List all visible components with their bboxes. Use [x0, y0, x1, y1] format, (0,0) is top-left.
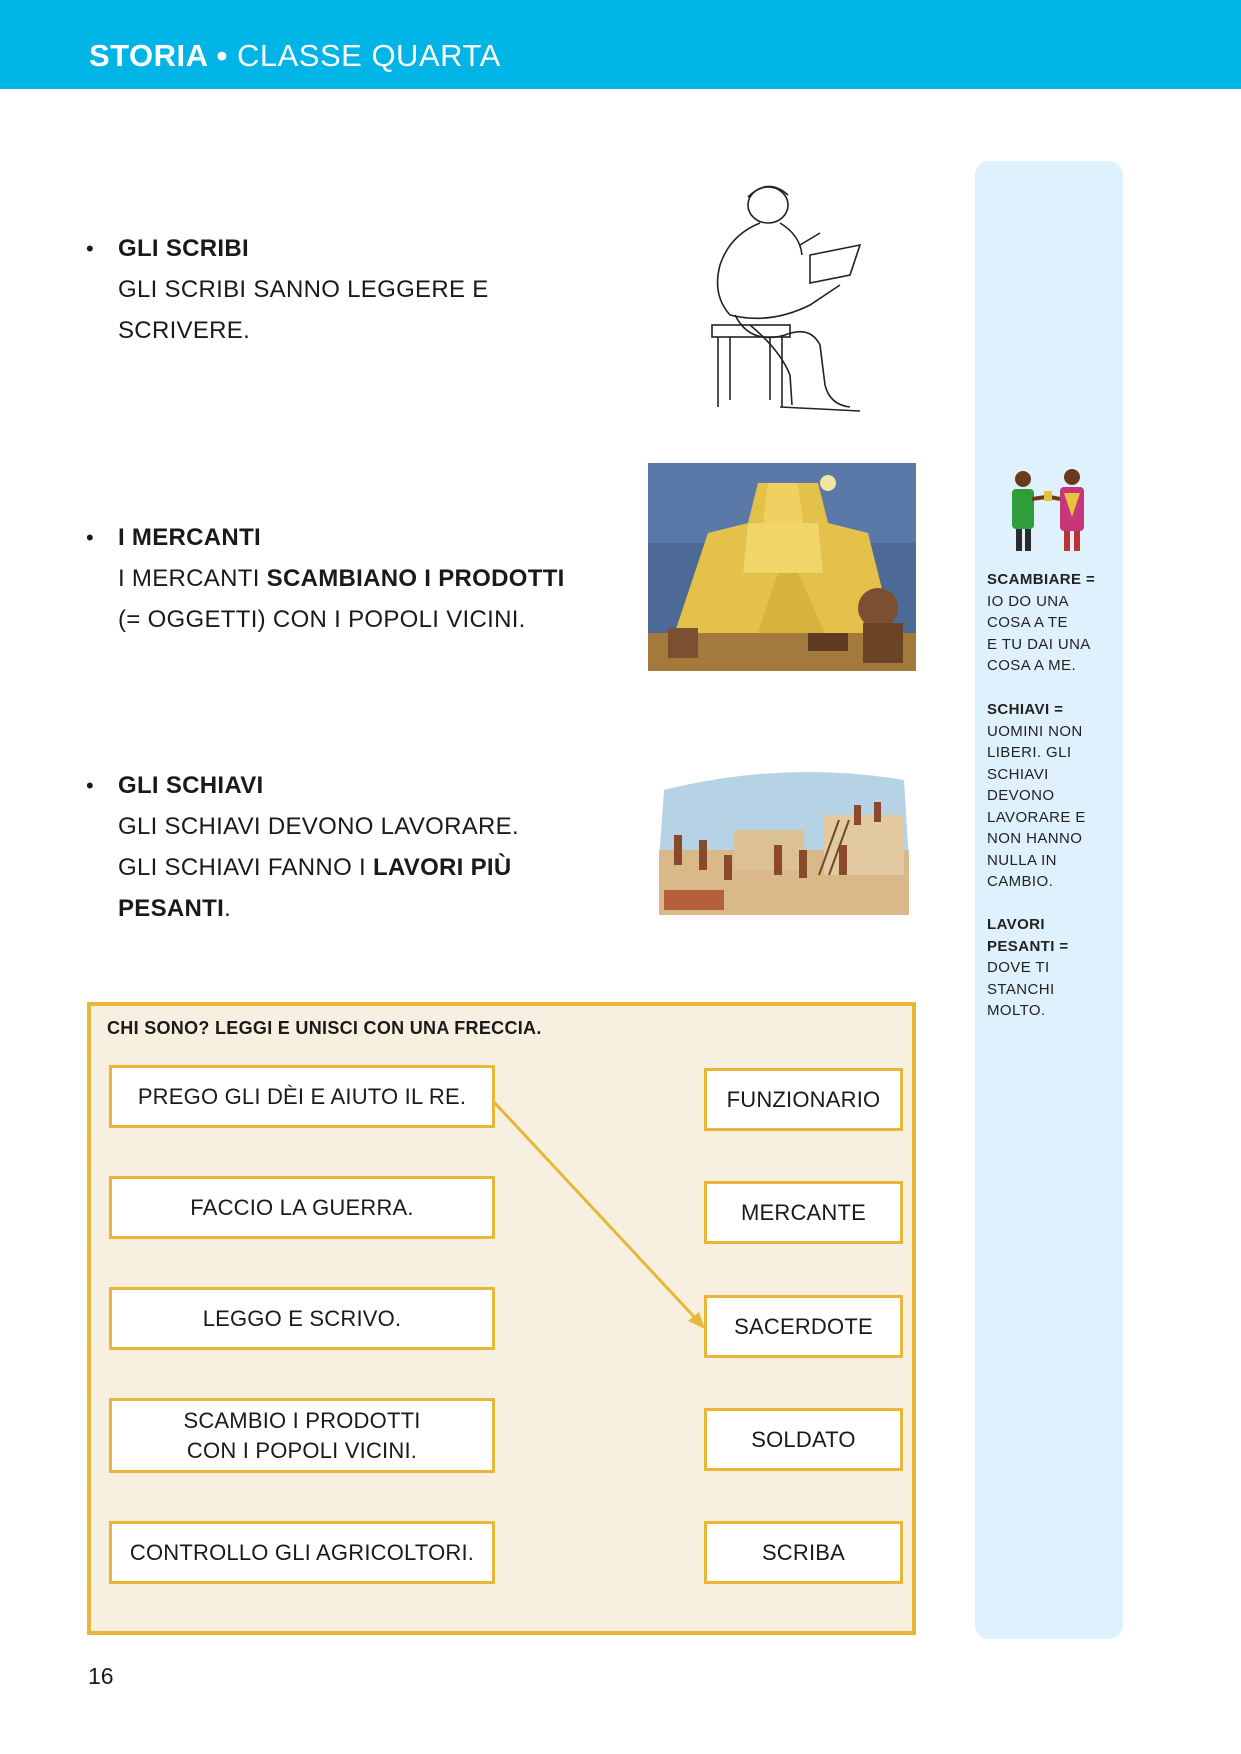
scribe-illustration: [690, 175, 870, 420]
section-title: GLI SCHIAVI: [118, 772, 264, 799]
left-option[interactable]: CONTROLLO GLI AGRICOLTORI.: [109, 1521, 495, 1584]
left-option[interactable]: PREGO GLI DÈI E AIUTO IL RE.: [109, 1065, 495, 1128]
section-body: GLI SCHIAVI DEVONO LAVORARE. GLI SCHIAVI FANNO I LAVORI PIÙ PESANTI.: [118, 813, 519, 922]
left-option[interactable]: LEGGO E SCRIVO.: [109, 1287, 495, 1350]
bullet: •: [86, 525, 95, 550]
section-mercanti: [86, 517, 686, 637]
exchange-icon: [998, 467, 1098, 557]
header-title: STORIA • CLASSE QUARTA: [89, 38, 501, 73]
ziggurat-merchants-image: [648, 463, 916, 671]
right-option[interactable]: SOLDATO: [704, 1408, 903, 1471]
class-label: CLASSE QUARTA: [237, 38, 501, 73]
section-title: I MERCANTI: [118, 524, 261, 551]
left-option[interactable]: SCAMBIO I PRODOTTI CON I POPOLI VICINI.: [109, 1398, 495, 1473]
section-title: GLI SCRIBI: [118, 235, 250, 262]
gloss-scambiare: SCAMBIARE = IO DO UNA COSA A TE E TU DAI UNA COSA A ME.: [987, 571, 1096, 674]
section-schiavi: [86, 765, 646, 935]
bullet: •: [86, 773, 95, 798]
slaves-working-image: [654, 760, 914, 918]
right-option[interactable]: SACERDOTE: [704, 1295, 903, 1358]
subject-label: STORIA: [89, 38, 208, 73]
bullet: •: [86, 236, 95, 261]
right-option[interactable]: SCRIBA: [704, 1521, 903, 1584]
matching-exercise: [87, 1002, 916, 1635]
gloss-lavori-pesanti: LAVORI PESANTI = DOVE TI STANCHI MOLTO.: [987, 916, 1069, 1019]
right-option[interactable]: MERCANTE: [704, 1181, 903, 1244]
exercise-instruction: CHI SONO? LEGGI E UNISCI CON UNA FRECCIA.: [107, 1018, 542, 1038]
right-option[interactable]: FUNZIONARIO: [704, 1068, 903, 1131]
page-number: 16: [88, 1663, 114, 1689]
gloss-schiavi: SCHIAVI = UOMINI NON LIBERI. GLI SCHIAVI DEVONO LAVORARE E NON HANNO NULLA IN CAMBIO.: [987, 701, 1086, 890]
glossary-sidebar: [975, 161, 1123, 1639]
section-body: GLI SCRIBI SANNO LEGGERE E SCRIVERE.: [118, 276, 489, 344]
left-option[interactable]: FACCIO LA GUERRA.: [109, 1176, 495, 1239]
section-scribi: [86, 228, 646, 348]
page-header: [0, 0, 1241, 89]
section-body: I MERCANTI SCAMBIANO I PRODOTTI (= OGGETTI) CON I POPOLI VICINI.: [118, 565, 565, 633]
